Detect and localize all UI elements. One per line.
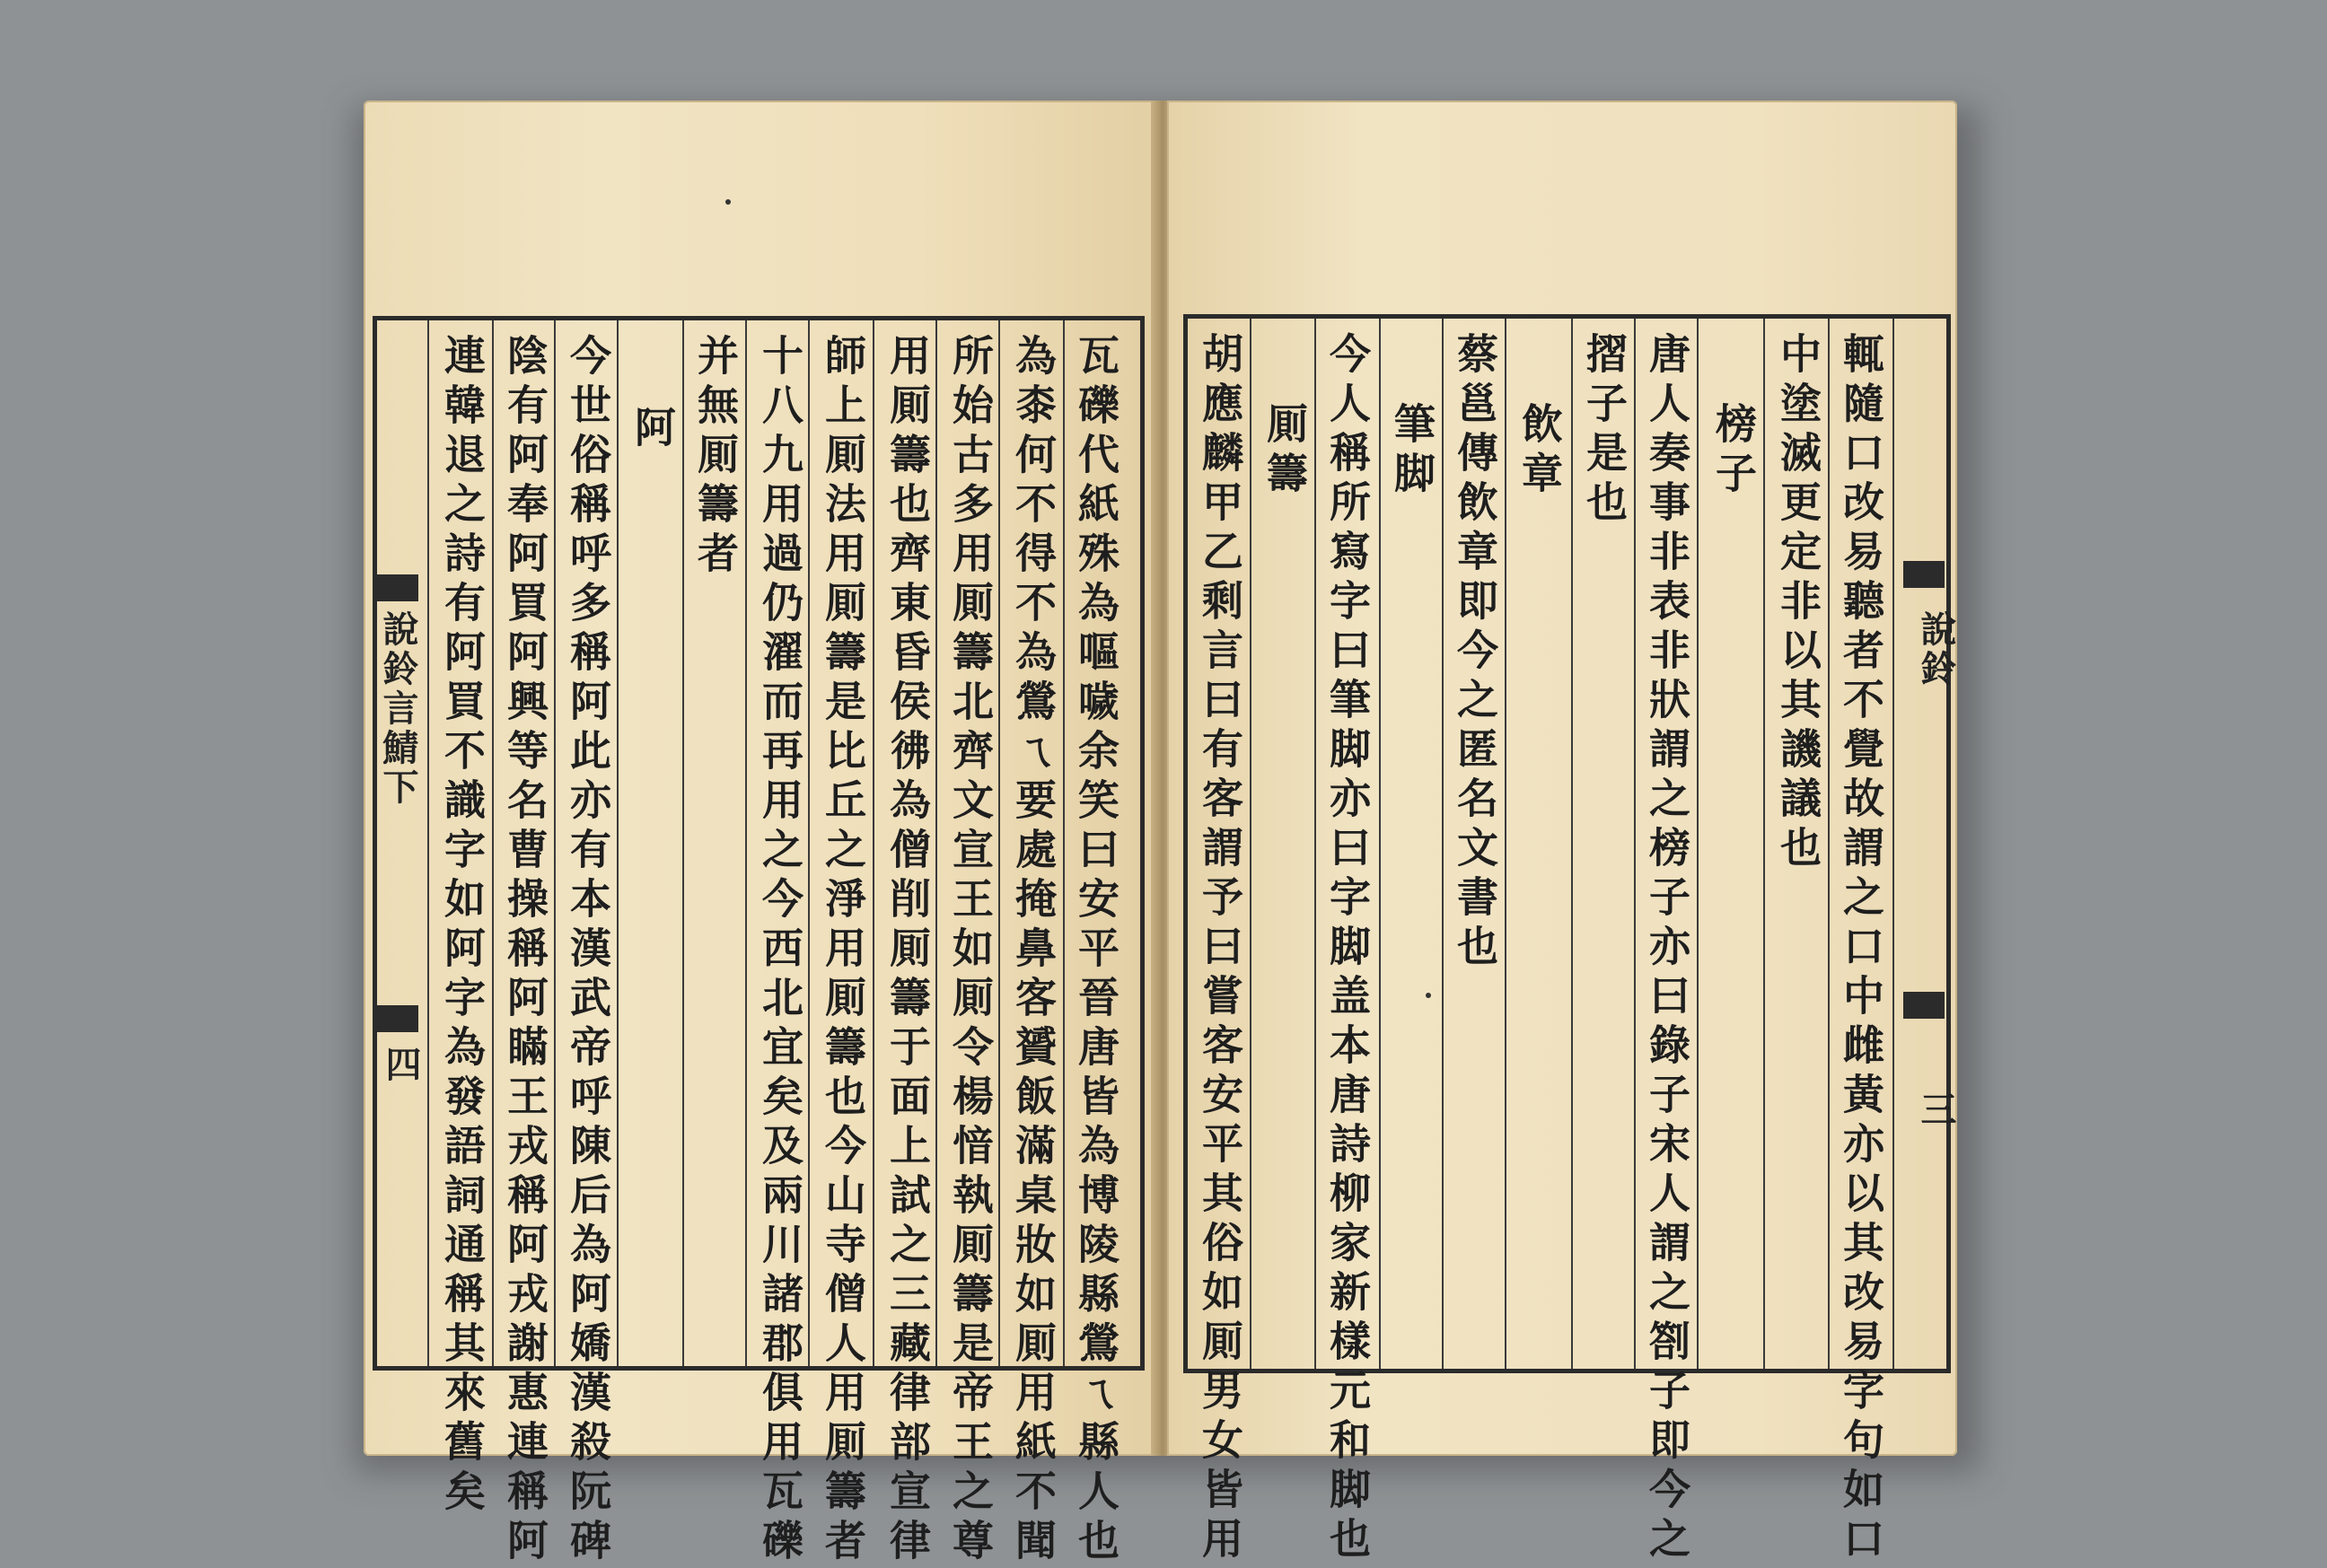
text-column: 陰有阿奉阿買阿興等名曹操稱阿瞞王戎稱阿戎謝惠連稱阿 bbox=[501, 334, 549, 1568]
text-column: 并無厠籌者 bbox=[691, 334, 740, 581]
column-rule bbox=[1697, 319, 1699, 1369]
ink-speck bbox=[1426, 993, 1431, 998]
section-heading: 厠籌 bbox=[1260, 402, 1309, 501]
column-rule bbox=[492, 320, 494, 1366]
left-margin-title: 說鈴言鯖下 bbox=[377, 610, 419, 808]
text-column: 胡應麟甲乙剩言曰有客謂予曰嘗客安平其俗如厠男女皆用 bbox=[1196, 332, 1244, 1566]
column-rule bbox=[1763, 319, 1765, 1369]
column-rule bbox=[1892, 319, 1894, 1369]
text-column: 為桼何不得不為鶯ㄟ要處掩鼻客贇飯滿桌妝如厠用紙不聞 bbox=[1009, 334, 1058, 1568]
column-rule bbox=[745, 320, 747, 1366]
column-rule bbox=[1063, 320, 1065, 1366]
text-column: 今世俗稱呼多稱阿此亦有本漢武帝呼陳后為阿嬌漢殺阮碑 bbox=[564, 334, 612, 1568]
column-rule bbox=[1505, 319, 1506, 1369]
section-heading: 榜子 bbox=[1709, 402, 1758, 501]
text-column: 連韓退之詩有阿買不識字如阿字為發語詞通稱其來舊矣 bbox=[438, 334, 487, 1519]
fishtail-mark-upper bbox=[377, 574, 418, 601]
left-folio-number: 四 bbox=[380, 1046, 422, 1085]
column-rule bbox=[1442, 319, 1444, 1369]
column-rule bbox=[1828, 319, 1830, 1369]
section-heading: 筆脚 bbox=[1388, 402, 1436, 501]
text-column: 摺子是也 bbox=[1580, 332, 1629, 530]
column-rule bbox=[554, 320, 556, 1366]
column-rule bbox=[1314, 319, 1316, 1369]
text-column: 蔡邕傳飲章即今之匿名文書也 bbox=[1451, 332, 1499, 974]
text-column: 輒隨口改易聽者不覺故謂之口中雌黃亦以其改易字句如口 bbox=[1837, 332, 1885, 1566]
text-column: 唐人奏事非表非狀謂之榜子亦曰錄子宋人謂之劄子即今之 bbox=[1643, 332, 1691, 1566]
text-column: 中塗滅更定非以其譏議也 bbox=[1774, 332, 1822, 875]
column-rule bbox=[935, 320, 937, 1366]
right-folio-number: 三 bbox=[1915, 1091, 1957, 1130]
ink-speck bbox=[725, 199, 731, 205]
fishtail-mark-right-lower bbox=[1903, 992, 1945, 1019]
section-heading: 阿 bbox=[628, 406, 677, 455]
column-rule bbox=[1250, 319, 1251, 1369]
right-margin-title: 說鈴 bbox=[1915, 610, 1957, 689]
column-rule bbox=[617, 320, 619, 1366]
column-rule bbox=[1379, 319, 1381, 1369]
section-heading: 飲章 bbox=[1515, 402, 1564, 501]
text-column: 瓦礫代紙殊為嘔噦余笑曰安平晉唐皆為博陵縣鶯ㄟ縣人也 bbox=[1072, 334, 1120, 1568]
column-rule bbox=[873, 320, 874, 1366]
text-column: 用厠籌也齊東昏侯彿為僧削厠籌于面上試之三藏律部宣律 bbox=[883, 334, 932, 1568]
column-rule bbox=[1634, 319, 1636, 1369]
column-rule bbox=[682, 320, 684, 1366]
text-column: 十八九用過仍濯而再用之今西北宜矣及兩川諸郡俱用瓦礫 bbox=[756, 334, 804, 1568]
fishtail-mark-lower bbox=[377, 1005, 418, 1032]
column-rule bbox=[1571, 319, 1573, 1369]
column-rule bbox=[808, 320, 810, 1366]
fishtail-mark-right-upper bbox=[1903, 561, 1945, 588]
text-column: 今人稱所寫字曰筆脚亦曰字脚盖本唐詩柳家新樣元和脚也 bbox=[1323, 332, 1372, 1566]
text-column: 所始古多用厠籌北齊文宣王如厠令楊愔執厠籌是帝王之尊 bbox=[946, 334, 995, 1568]
column-rule bbox=[998, 320, 1000, 1366]
column-rule bbox=[427, 320, 429, 1366]
text-column: 師上厠法用厠籌是比丘之淨用厠籌也今山寺僧人用厠籌者 bbox=[819, 334, 867, 1568]
